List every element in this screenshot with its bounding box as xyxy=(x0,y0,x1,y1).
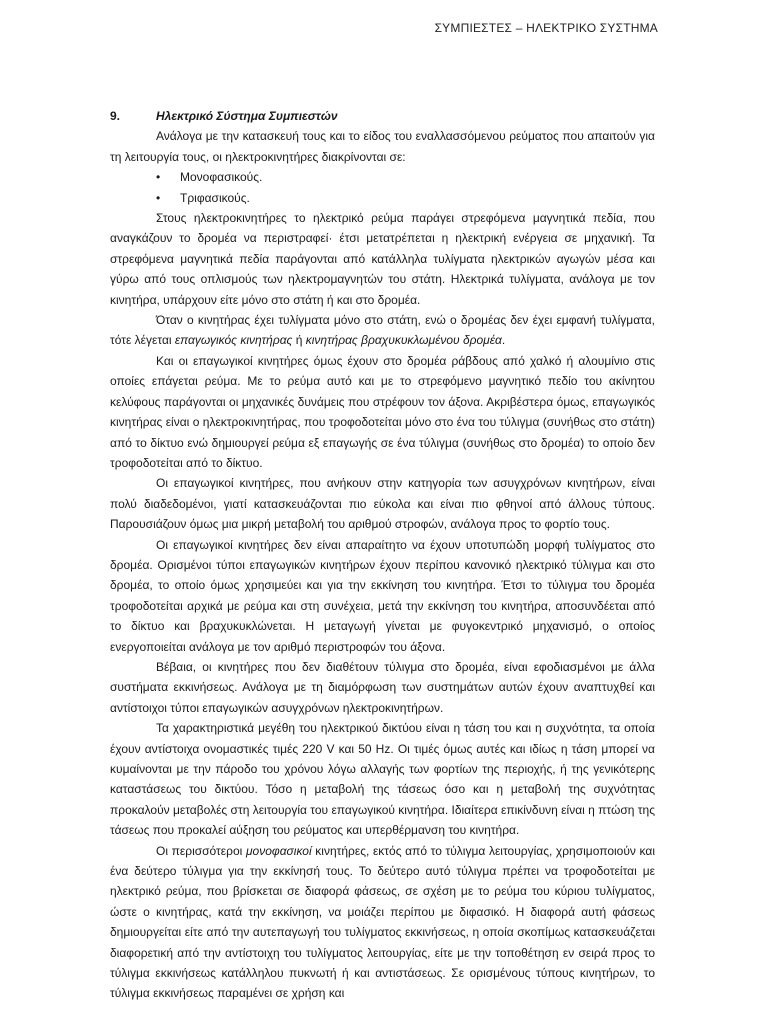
emphasis-term: επαγωγικός κινητήρας xyxy=(174,333,293,348)
paragraph: Βέβαια, οι κινητήρες που δεν διαθέτουν τύλιγμα στο δρομέα, είναι εφοδιασμένοι με άλλα συστήματα εκκινήσεως. Ανάλογα με τη διαμόρφωση των συστημάτων αυτών έχουν αναπτυχθεί και αντίστοιχοι τύποι επαγωγικών ασυγχρόνων ηλεκτροκινητήρων. xyxy=(110,659,655,715)
paragraph-text: κινητήρες, εκτός από το τύλιγμα λειτουργίας, χρησιμοποιούν και ένα δεύτερο τύλιγμα για την εκκίνησή τους. Το δεύτερο αυτό τύλιγμα πρέπει να τροφοδοτείται με ηλεκτρικό ρεύμα, που βρίσκεται σε διαφορά φάσεως, σε σχέση με το ρεύμα του κύριου τυλίγματος, ώστε ο κινητήρας, κατά την εκκίνηση, να μοιάζει περίπου με διφασικό. Η διαφορά αυτή φάσεως δημιουργείται είτε από την αυτεπαγωγή του τυλίγματος εκκινήσεως, η οποία σκοπίμως κατασκευάζεται διαφορετική από την αντίστοιχη του τυλίγματος λειτουργίας, είτε με την τοποθέτηση εν σειρά προς το τύλιγμα εκκινήσεως κατάλληλου πυκνωτή ή και αντιστάσεως. Σε ορισμένους τύπους κινητήρων, το τύλιγμα εκκινήσεως παραμένει σε χρήση και xyxy=(110,843,655,1001)
paragraph: Τα χαρακτηριστικά μεγέθη του ηλεκτρικού δικτύου είναι η τάση του και η συχνότητα, τα οποία έχουν αντίστοιχα ονομαστικές τιμές 220 V και 50 Hz. Οι τιμές όμως αυτές και ιδίως η τάση μπορεί να κυμαίνονται με την πάροδο του χρόνου λόγω αλλαγής των φορτίων της περιοχής, ή της γενικότερης καταστάσεως του δικτύου. Τόσο η μεταβολή της τάσεως όσο και η μεταβολή της συχνότητας προκαλούν μεταβολές στη λειτουργία του επαγωγικού κινητήρα. Ιδιαίτερα επικίνδυνη είναι η πτώση της τάσεως που προκαλεί αύξηση του ρεύματος και υπερθέρμανση του κινητήρα. xyxy=(110,721,655,838)
section-heading xyxy=(110,106,655,126)
list-item-text: Μονοφασικούς. xyxy=(180,170,263,185)
list-item xyxy=(110,167,655,187)
motor-type-list xyxy=(110,167,655,208)
intro-paragraph: Ανάλογα με την κατασκευή τους και το είδος του εναλλασσόμενου ρεύματος που απαιτούν για τη λειτουργία τους, οι ηλεκτροκινητήρες διακρίνονται σε: xyxy=(110,129,655,164)
list-item xyxy=(110,188,655,208)
bullet-icon: • xyxy=(156,170,161,185)
list-item-text: Τριφασικούς. xyxy=(180,190,250,205)
paragraph: Οι επαγωγικοί κινητήρες δεν είναι απαραίτητο να έχουν υποτυπώδη μορφή τυλίγματος στο δρομέα. Ορισμένοι τύποι επαγωγικών κινητήρων έχουν περίπου κανονικό ηλεκτρικό τύλιγμα και στο δρομέα, το οποίο όμως χρησιμεύει και για την εκκίνηση του κινητήρα. Έτσι το τύλιγμα του δρομέα τροφοδοτείται αρχικά με ρεύμα και στη συνέχεια, μετά την εκκίνηση του κινητήρα, αποσυνδέεται από το δίκτυο και βραχυκυκλώνεται. Η μεταγωγή γίνεται με φυγοκεντρικό μηχανισμό, ο οποίος ενεργοποιείται ανάλογα με τον αριθμό περιστροφών του άξονα. xyxy=(110,537,655,654)
paragraph-text: . xyxy=(501,333,506,348)
bullet-icon: • xyxy=(156,190,161,205)
running-header: ΣΥΜΠΙΕΣΤΕΣ – ΗΛΕΚΤΡΙΚΟ ΣΥΣΤΗΜΑ xyxy=(434,21,658,35)
paragraph-text: Οι περισσότεροι xyxy=(156,843,246,858)
paragraph-text: Όταν ο κινητήρας έχει τυλίγματα μόνο στο στάτη, ενώ ο δρομέας δεν έχει εμφανή τυλίγματα, τότε λέγεται xyxy=(110,313,655,348)
document-body xyxy=(110,106,655,1004)
paragraph xyxy=(110,310,655,351)
paragraph-text: ή xyxy=(292,333,306,348)
emphasis-term: κινητήρας βραχυκυκλωμένου δρομέα xyxy=(305,333,502,348)
paragraph xyxy=(110,841,655,1004)
emphasis-term: μονοφασικοί xyxy=(245,843,312,858)
section-number: 9. xyxy=(110,109,121,123)
paragraph: Στους ηλεκτροκινητήρες το ηλεκτρικό ρεύμα παράγει στρεφόμενα μαγνητικά πεδία, που αναγκάζουν το δρομέα να περιστραφεί· έτσι μετατρέπεται η ηλεκτρική ενέργεια σε μηχανική. Τα στρεφόμενα μαγνητικά πεδία παράγονται από κατάλληλα τυλίγματα ηλεκτρικών αγωγών μέσα και γύρω από τους οπλισμούς των ηλεκτρομαγνητών του στάτη. Ηλεκτρικά τυλίγματα, ανάλογα με τον κινητήρα, υπάρχουν είτε μόνο στο στάτη ή και στο δρομέα. xyxy=(110,211,655,307)
section-title: Ηλεκτρικό Σύστημα Συμπιεστών xyxy=(156,109,338,123)
paragraph: Οι επαγωγικοί κινητήρες, που ανήκουν στην κατηγορία των ασυγχρόνων κινητήρων, είναι πολύ διαδεδομένοι, γιατί κατασκευάζονται πιο εύκολα και είναι πιο φθηνοί από άλλους τύπους. Παρουσιάζουν όμως μια μικρή μεταβολή του αριθμού στροφών, ανάλογα προς το φορτίο τους. xyxy=(110,476,655,532)
paragraph: Και οι επαγωγικοί κινητήρες όμως έχουν στο δρομέα ράβδους από χαλκό ή αλουμίνιο στις οποίες επάγεται ρεύμα. Με το ρεύμα αυτό και με το στρεφόμενο μαγνητικό πεδίο του ακίνητου κελύφους παράγονται οι μηχανικές δυνάμεις που στρέφουν τον άξονα. Ακριβέστερα όμως, επαγωγικός κινητήρας είναι ο ηλεκτροκινητήρας, που τροφοδοτείται μόνο στο ένα του τύλιγμα (συνήθως στο στάτη) από το δίκτυο ενώ δημιουργεί ρεύμα εξ επαγωγής σε ένα τύλιγμα (συνήθως στο δρομέα) το οποίο δεν τροφοδοτείται από το δίκτυο. xyxy=(110,353,655,470)
